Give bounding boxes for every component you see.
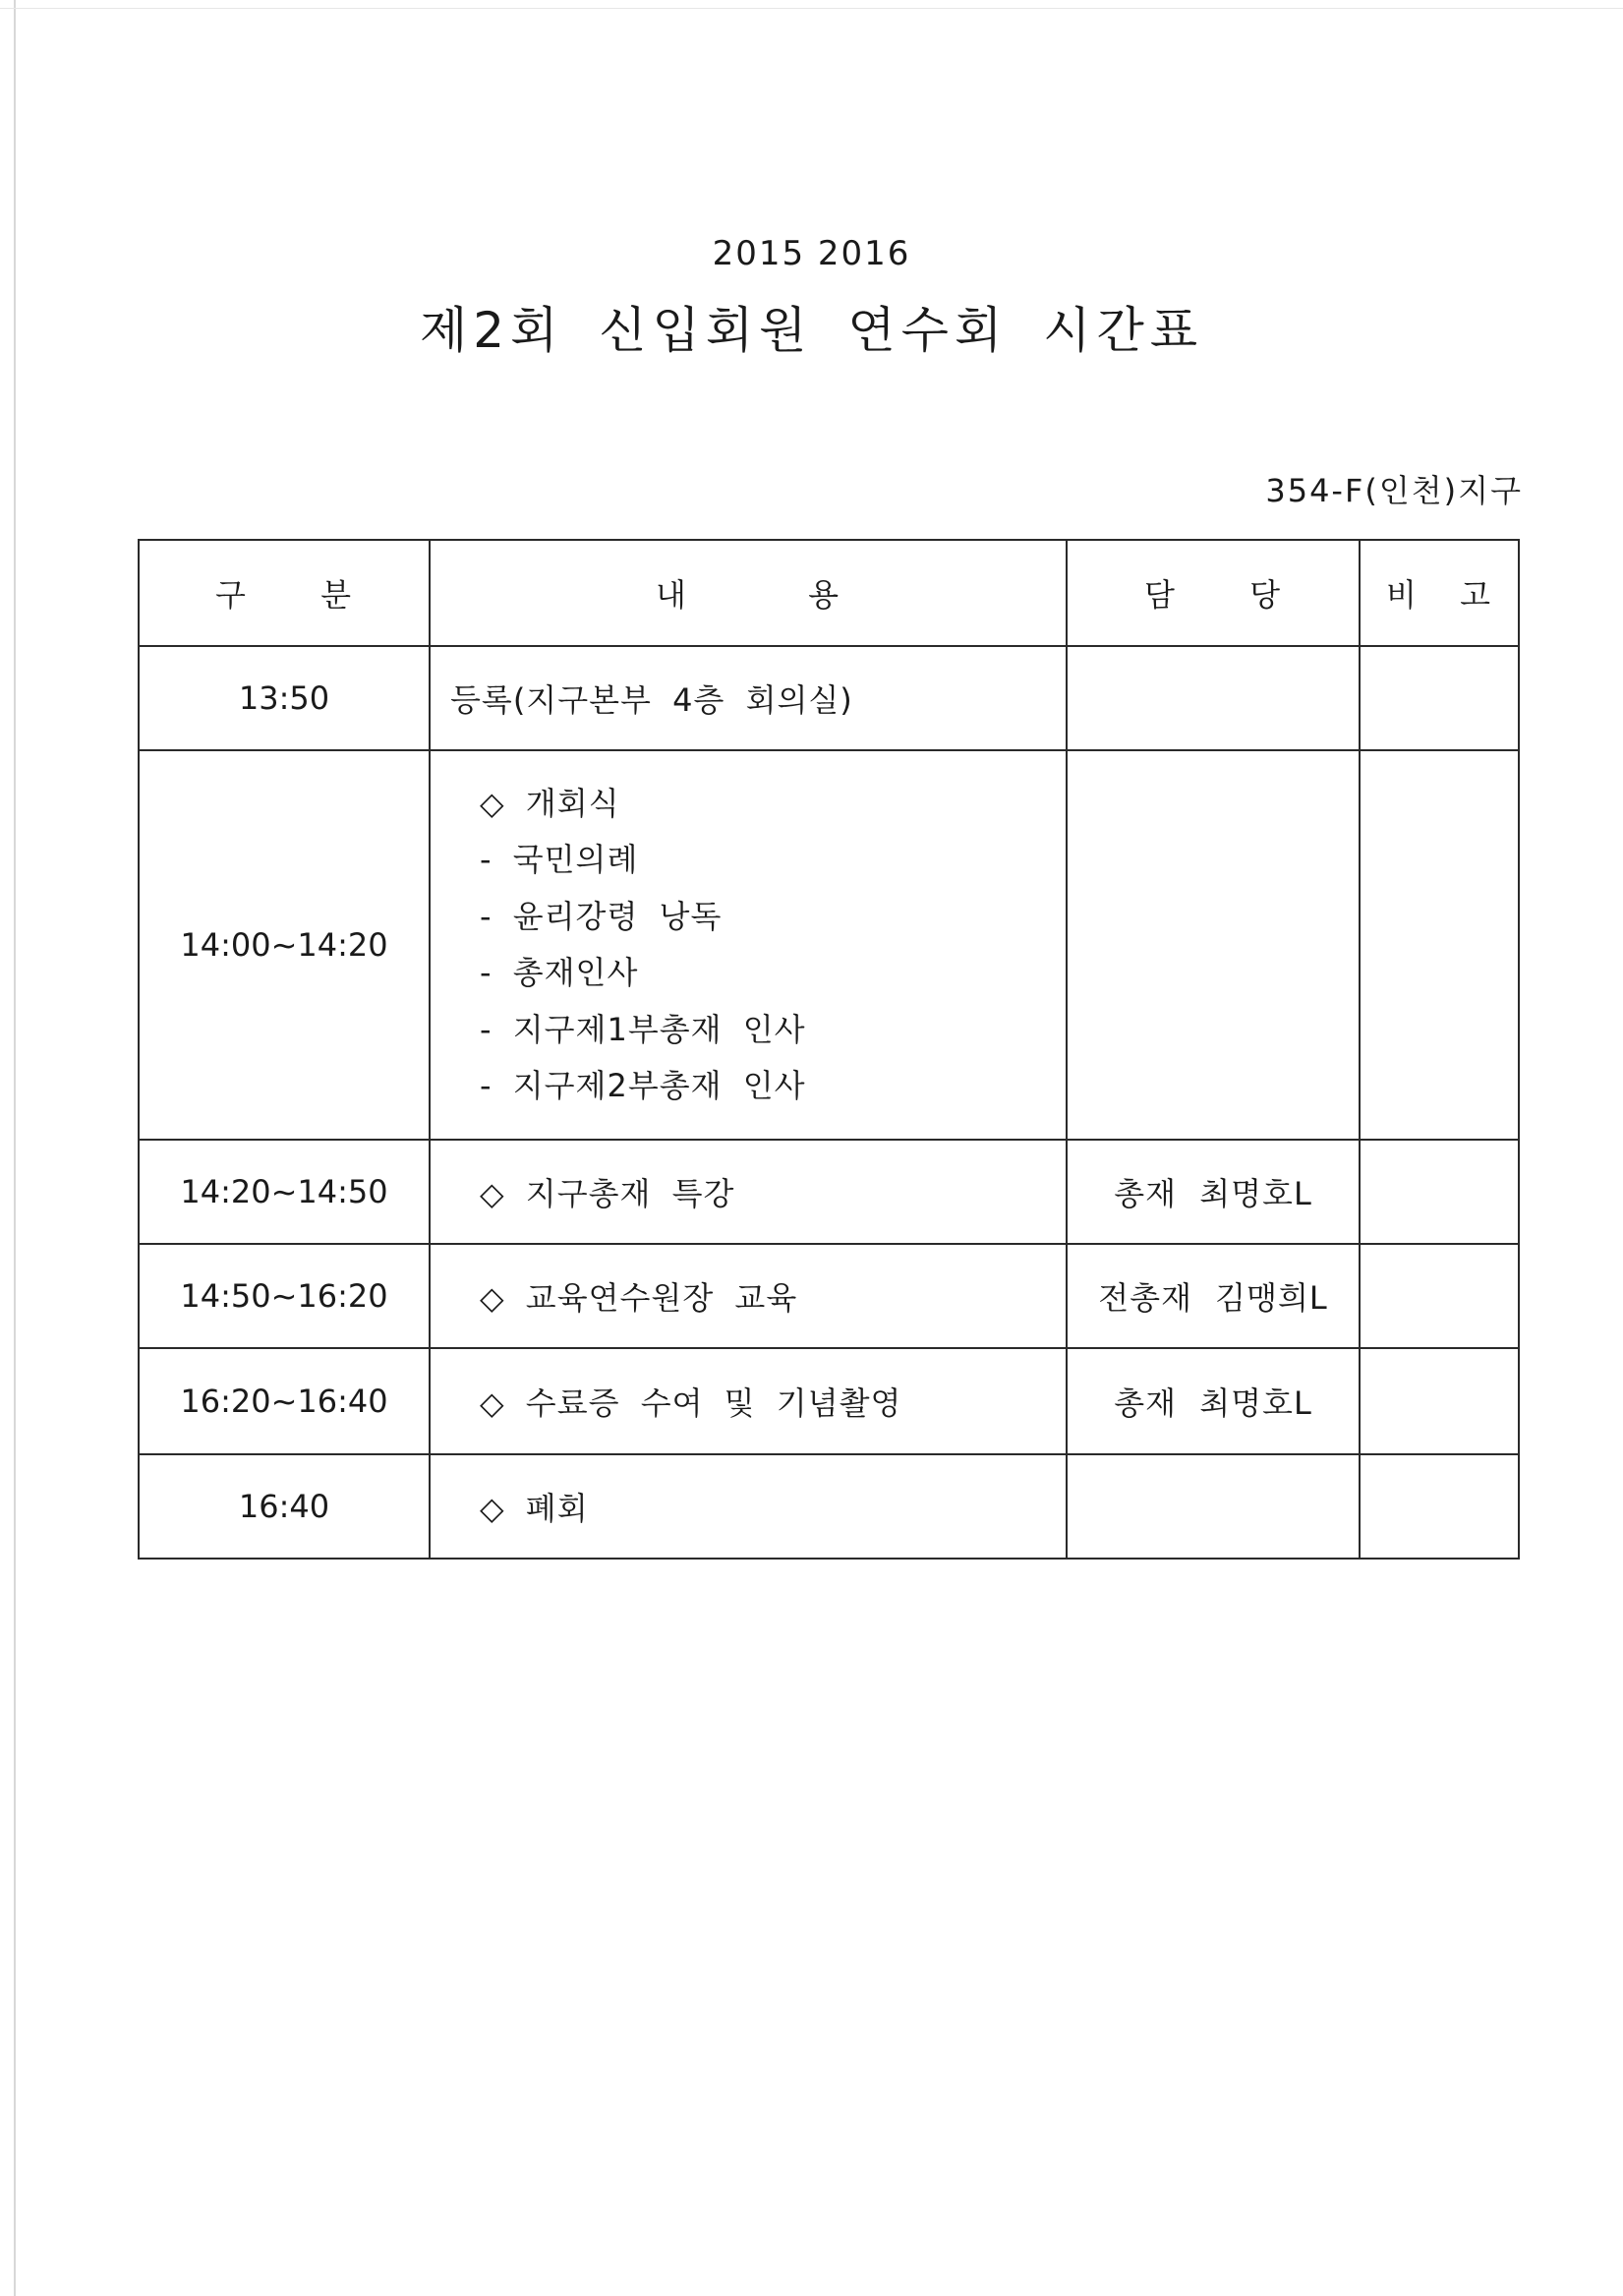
row-note xyxy=(1360,1244,1519,1348)
row-person xyxy=(1067,1454,1360,1559)
content-line: - 총재인사 xyxy=(480,954,639,991)
row-content: ◇ 지구총재 특강 xyxy=(430,1140,1067,1244)
content-line: - 국민의례 xyxy=(480,841,639,878)
row-note xyxy=(1360,1140,1519,1244)
table-row xyxy=(139,646,1519,750)
row-note xyxy=(1360,646,1519,750)
content-line: - 지구제2부총재 인사 xyxy=(480,1067,806,1104)
row-person: 전총재 김맹희L xyxy=(1067,1244,1360,1348)
district-label: 354-F(인천)지구 xyxy=(1265,472,1523,509)
row-note xyxy=(1360,750,1519,1140)
table-row xyxy=(139,1140,1519,1244)
row-note xyxy=(1360,1454,1519,1559)
header-note: 비 고 xyxy=(1360,540,1519,646)
row-content: 등록(지구본부 4층 회의실) xyxy=(430,646,1067,750)
header-time: 구 분 xyxy=(139,540,430,646)
row-content: ◇ 교육연수원장 교육 xyxy=(430,1244,1067,1348)
content-line: - 윤리강령 낭독 xyxy=(480,897,723,935)
row-person: 총재 최명호L xyxy=(1067,1348,1360,1454)
header-person: 담 당 xyxy=(1067,540,1360,646)
content-line-opening: ◇ 개회식 xyxy=(480,784,620,822)
table-row xyxy=(139,750,1519,1140)
table-header-row xyxy=(139,540,1519,646)
row-note xyxy=(1360,1348,1519,1454)
table-row xyxy=(139,1454,1519,1559)
schedule-table xyxy=(138,539,1520,1560)
row-content: ◇ 폐회 xyxy=(430,1454,1067,1559)
content-line: - 지구제1부총재 인사 xyxy=(480,1010,806,1048)
row-content: ◇ 수료증 수여 및 기념촬영 xyxy=(430,1348,1067,1454)
scan-edge-top xyxy=(0,8,1623,9)
row-time: 14:50~16:20 xyxy=(139,1244,430,1348)
table-row xyxy=(139,1348,1519,1454)
row-person: 총재 최명호L xyxy=(1067,1140,1360,1244)
row-time: 14:00~14:20 xyxy=(139,750,430,1140)
row-person xyxy=(1067,646,1360,750)
row-time: 14:20~14:50 xyxy=(139,1140,430,1244)
row-time: 16:20~16:40 xyxy=(139,1348,430,1454)
header-content: 내 용 xyxy=(430,540,1067,646)
table-row xyxy=(139,1244,1519,1348)
row-content xyxy=(430,750,1067,1140)
row-time: 13:50 xyxy=(139,646,430,750)
document-title: 제2회 신입회원 연수회 시간표 xyxy=(419,302,1204,359)
document-year: 2015 2016 xyxy=(712,234,911,273)
row-time: 16:40 xyxy=(139,1454,430,1559)
row-person xyxy=(1067,750,1360,1140)
